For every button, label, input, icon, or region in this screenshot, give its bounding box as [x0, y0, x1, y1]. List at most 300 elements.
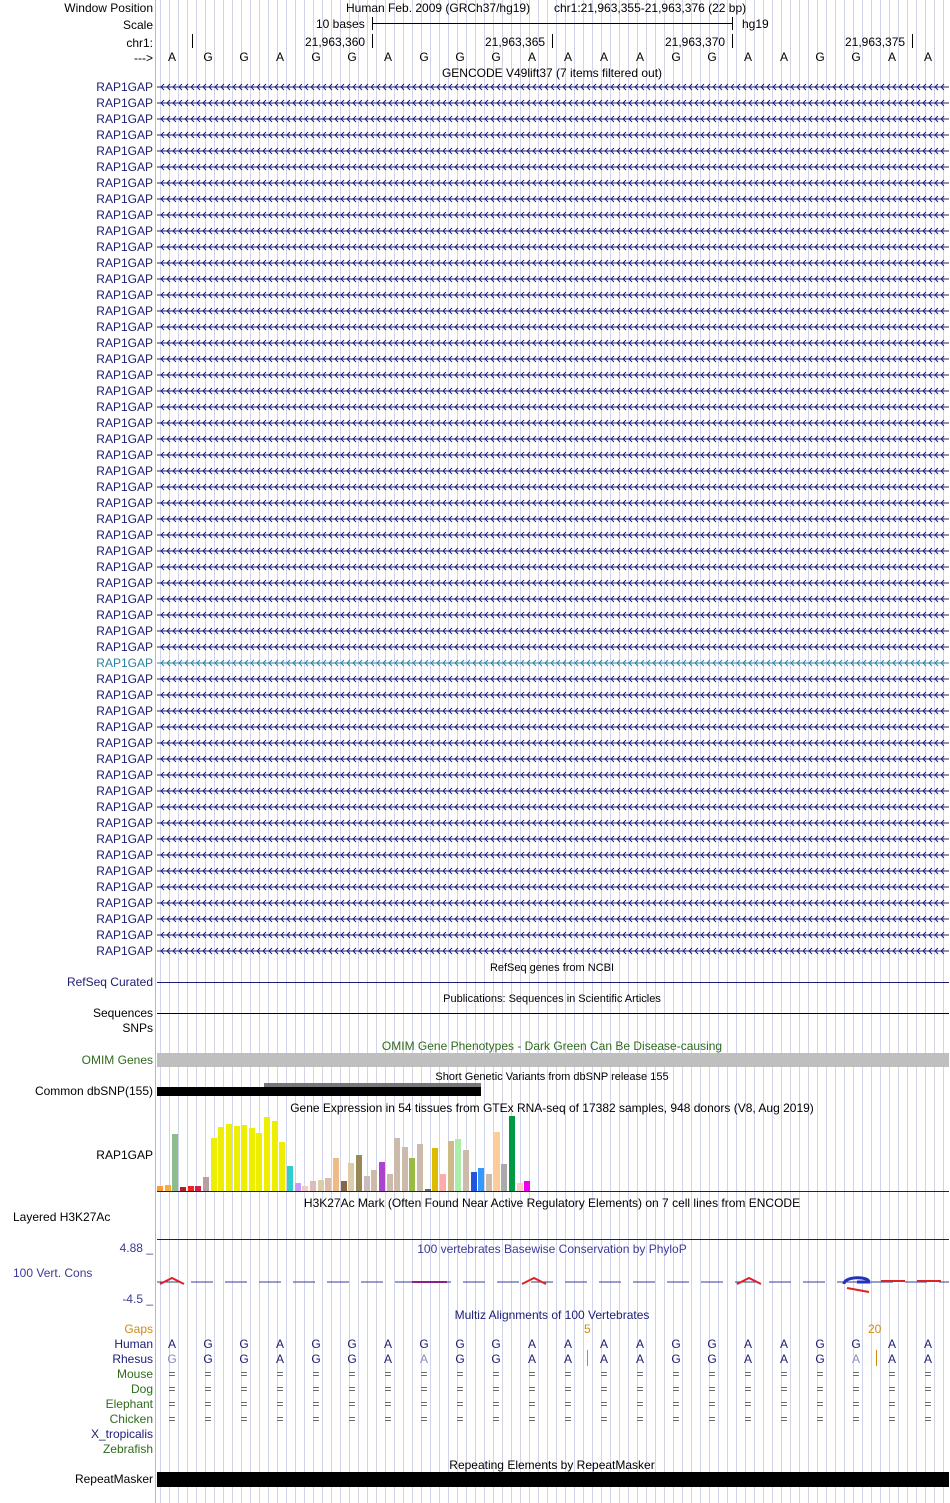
multiz-base: = [564, 1367, 572, 1381]
gencode-transcript-label[interactable]: RAP1GAP [96, 352, 153, 366]
sequence-base[interactable]: A [527, 50, 536, 64]
gencode-transcript-label[interactable]: RAP1GAP [96, 160, 153, 174]
gtex-tissue-bar[interactable] [249, 1128, 255, 1191]
gencode-transcript-label[interactable]: RAP1GAP [96, 816, 153, 830]
multiz-base: = [924, 1412, 932, 1426]
sequence-base[interactable]: A [383, 50, 392, 64]
gencode-transcript[interactable] [157, 818, 949, 828]
gencode-transcript[interactable] [157, 898, 949, 908]
gencode-transcript[interactable] [157, 770, 949, 780]
multiz-base: = [384, 1367, 392, 1381]
gencode-transcript[interactable] [157, 130, 949, 140]
multiz-base: = [276, 1367, 284, 1381]
multiz-species-label[interactable]: Elephant [105, 1397, 153, 1411]
multiz-base: = [888, 1412, 896, 1426]
gencode-transcript-label[interactable]: RAP1GAP [96, 384, 153, 398]
gtex-tissue-bar[interactable] [471, 1172, 477, 1191]
multiz-base: = [456, 1367, 464, 1381]
dbsnp-label[interactable]: Common dbSNP(155) [34, 1084, 153, 1098]
sequence-base[interactable]: G [491, 50, 501, 64]
gencode-transcript-label[interactable]: RAP1GAP [96, 768, 153, 782]
gtex-tissue-bar[interactable] [264, 1117, 270, 1191]
gencode-transcript-label[interactable]: RAP1GAP [96, 112, 153, 126]
multiz-base: = [528, 1412, 536, 1426]
gtex-tissue-bar[interactable] [524, 1181, 530, 1191]
dbsnp-feature-secondary[interactable] [264, 1083, 481, 1087]
repeatmasker-track-title: Repeating Elements by RepeatMasker [449, 1458, 655, 1472]
multiz-base: = [672, 1367, 680, 1381]
dbsnp-feature[interactable] [157, 1087, 481, 1096]
snps-label[interactable]: SNPs [122, 1021, 153, 1035]
multiz-base: G [347, 1337, 357, 1351]
gtex-tissue-bar[interactable] [463, 1150, 469, 1191]
gencode-transcript-label[interactable]: RAP1GAP [96, 368, 153, 382]
h3k27ac-label[interactable]: Layered H3K27Ac [13, 1210, 111, 1224]
ruler-label: 21,963,375 [845, 35, 906, 49]
multiz-base: G [815, 1337, 825, 1351]
sequence-base[interactable]: A [635, 50, 644, 64]
multiz-species-label[interactable]: Mouse [116, 1367, 153, 1381]
gtex-tissue-bar[interactable] [348, 1163, 354, 1191]
gtex-tissue-bar[interactable] [432, 1148, 438, 1191]
sequence-base[interactable]: G [455, 50, 465, 64]
gtex-tissue-bar[interactable] [272, 1121, 278, 1191]
multiz-base: A [851, 1352, 860, 1366]
multiz-species-label[interactable]: Dog [130, 1382, 153, 1396]
scale-bar [372, 23, 733, 24]
gtex-tissue-bar[interactable] [287, 1166, 293, 1191]
gencode-transcript-label[interactable]: RAP1GAP [96, 304, 153, 318]
multiz-base: = [816, 1412, 824, 1426]
multiz-base: = [708, 1397, 716, 1411]
multiz-base: = [456, 1382, 464, 1396]
gencode-transcript-label[interactable]: RAP1GAP [96, 832, 153, 846]
omim-track-title: OMIM Gene Phenotypes - Dark Green Can Be Disease-causing [381, 1039, 723, 1053]
multiz-base: A [419, 1352, 428, 1366]
multiz-base: G [851, 1337, 861, 1351]
chrom-label: chr1: [126, 36, 153, 50]
multiz-base: G [239, 1337, 249, 1351]
multiz-base: A [887, 1352, 896, 1366]
gtex-tissue-bar[interactable] [341, 1181, 347, 1191]
gap-count: 5 [584, 1322, 591, 1336]
gencode-transcript[interactable] [157, 354, 949, 364]
ruler-label: 21,963,360 [305, 35, 366, 49]
ruler-tick [732, 34, 733, 48]
refseq-track-line[interactable] [157, 982, 949, 983]
gencode-transcript[interactable] [157, 738, 949, 748]
multiz-base: = [636, 1367, 644, 1381]
gencode-transcript[interactable] [157, 434, 949, 444]
assembly-name: Human Feb. 2009 (GRCh37/hg19) [346, 1, 531, 15]
gencode-transcript-label[interactable]: RAP1GAP [96, 944, 153, 958]
gencode-transcript[interactable] [157, 706, 949, 716]
multiz-base: = [600, 1382, 608, 1396]
gencode-transcript[interactable] [157, 146, 949, 156]
gencode-transcript-label[interactable]: RAP1GAP [96, 448, 153, 462]
gtex-tissue-bar[interactable] [310, 1181, 316, 1191]
multiz-base: = [384, 1412, 392, 1426]
gencode-transcript-label[interactable]: RAP1GAP [96, 784, 153, 798]
gencode-transcript-label[interactable]: RAP1GAP [96, 144, 153, 158]
gtex-tissue-bar[interactable] [379, 1162, 385, 1191]
gencode-transcript-label[interactable]: RAP1GAP [96, 736, 153, 750]
gtex-tissue-bar[interactable] [356, 1155, 362, 1191]
gencode-transcript-label[interactable]: RAP1GAP [96, 320, 153, 334]
omim-feature[interactable] [157, 1053, 949, 1067]
gtex-tissue-bar[interactable] [394, 1138, 400, 1191]
gtex-tissue-bar[interactable] [203, 1177, 209, 1191]
gencode-transcript-label[interactable]: RAP1GAP [96, 240, 153, 254]
gencode-transcript[interactable] [157, 210, 949, 220]
gencode-transcript[interactable] [157, 914, 949, 924]
sequence-base[interactable]: G [671, 50, 681, 64]
ruler-tick [372, 34, 373, 48]
gtex-tissue-bar[interactable] [448, 1141, 454, 1191]
gencode-transcript[interactable] [157, 338, 949, 348]
multiz-species-label[interactable]: Rhesus [112, 1352, 153, 1366]
gencode-transcript[interactable] [157, 274, 949, 284]
gencode-transcript-label[interactable]: RAP1GAP [96, 800, 153, 814]
sequence-base[interactable]: A [563, 50, 572, 64]
gencode-transcript[interactable] [157, 466, 949, 476]
multiz-base: A [599, 1337, 608, 1351]
refseq-label[interactable]: RefSeq Curated [66, 975, 153, 989]
multiz-species-label[interactable]: Human [114, 1337, 153, 1351]
sequence-base[interactable]: G [707, 50, 717, 64]
sequence-base[interactable]: A [599, 50, 608, 64]
scale-label: Scale [122, 18, 153, 32]
multiz-base: = [528, 1397, 536, 1411]
gtex-tissue-bar[interactable] [172, 1134, 178, 1191]
omim-label[interactable]: OMIM Genes [81, 1053, 153, 1067]
gtex-tissue-bar[interactable] [234, 1126, 240, 1191]
sequence-base[interactable]: G [347, 50, 357, 64]
multiz-base: = [204, 1397, 212, 1411]
gencode-transcript-label[interactable]: RAP1GAP [96, 480, 153, 494]
gencode-transcript[interactable] [157, 850, 949, 860]
gtex-tissue-bar[interactable] [478, 1168, 484, 1191]
gencode-transcript-label[interactable]: RAP1GAP [96, 528, 153, 542]
gencode-transcript-label[interactable]: RAP1GAP [96, 688, 153, 702]
gencode-transcript-label[interactable]: RAP1GAP [96, 848, 153, 862]
gtex-tissue-bar[interactable] [371, 1170, 377, 1191]
gtex-tissue-bar[interactable] [211, 1138, 217, 1191]
publications-track-title: Publications: Sequences in Scientific Articles [443, 993, 661, 1005]
gtex-label[interactable]: RAP1GAP [96, 1148, 153, 1162]
multiz-base: G [707, 1337, 717, 1351]
multiz-base: = [276, 1382, 284, 1396]
gencode-transcript-label[interactable]: RAP1GAP [96, 928, 153, 942]
gencode-transcript[interactable] [157, 386, 949, 396]
gencode-transcript-label[interactable]: RAP1GAP [96, 912, 153, 926]
sequence-base[interactable]: G [419, 50, 429, 64]
gencode-transcript-label[interactable]: RAP1GAP [96, 432, 153, 446]
gtex-tissue-bar[interactable] [279, 1142, 285, 1191]
ruler-tick [552, 34, 553, 48]
gencode-transcript[interactable] [157, 258, 949, 268]
multiz-base: = [204, 1382, 212, 1396]
multiz-base: = [312, 1397, 320, 1411]
position-readout: chr1:21,963,355-21,963,376 (22 bp) [554, 1, 747, 15]
sequence-base[interactable]: A [275, 50, 284, 64]
gencode-transcript-label[interactable]: RAP1GAP [96, 592, 153, 606]
gencode-transcript-label[interactable]: RAP1GAP [96, 560, 153, 574]
ruler-tick [912, 34, 913, 48]
gencode-transcript-label[interactable]: RAP1GAP [96, 80, 153, 94]
gtex-tissue-bar[interactable] [509, 1116, 515, 1191]
gencode-transcript-label[interactable]: RAP1GAP [96, 704, 153, 718]
sequence-base[interactable]: G [239, 50, 249, 64]
gencode-transcript[interactable] [157, 626, 949, 636]
gencode-transcript[interactable] [157, 178, 949, 188]
multiz-base: = [420, 1382, 428, 1396]
gencode-transcript[interactable] [157, 834, 949, 844]
multiz-species-label[interactable]: Chicken [109, 1412, 153, 1426]
sequence-base[interactable]: G [851, 50, 861, 64]
gencode-transcript-label[interactable]: RAP1GAP [96, 336, 153, 350]
gtex-tissue-bar[interactable] [218, 1127, 224, 1191]
multiz-base: = [348, 1382, 356, 1396]
multiz-base: A [923, 1352, 932, 1366]
gencode-transcript[interactable] [157, 114, 949, 124]
sequence-base[interactable]: A [779, 50, 788, 64]
gencode-transcript[interactable] [157, 546, 949, 556]
multiz-base: G [311, 1352, 321, 1366]
gtex-tissue-bar[interactable] [455, 1139, 461, 1191]
multiz-base: G [671, 1337, 681, 1351]
gtex-tissue-bar[interactable] [364, 1176, 370, 1191]
phylop-label[interactable]: 100 Vert. Cons [13, 1266, 93, 1280]
gencode-transcript[interactable] [157, 594, 949, 604]
multiz-base: A [923, 1337, 932, 1351]
multiz-base: = [636, 1397, 644, 1411]
gtex-tissue-bar[interactable] [295, 1183, 301, 1191]
phylop-max-label: 4.88 _ [119, 1241, 153, 1255]
gencode-transcript-label[interactable]: RAP1GAP [96, 256, 153, 270]
multiz-base: = [240, 1397, 248, 1411]
gencode-transcript-label[interactable]: RAP1GAP [96, 864, 153, 878]
gencode-transcript[interactable] [157, 930, 949, 940]
multiz-base: A [383, 1337, 392, 1351]
phylop-logo[interactable] [157, 1270, 949, 1296]
multiz-base: G [239, 1352, 249, 1366]
multiz-base: G [455, 1352, 465, 1366]
gencode-transcript[interactable] [157, 370, 949, 380]
multiz-base: = [564, 1412, 572, 1426]
multiz-base: = [924, 1397, 932, 1411]
multiz-base: = [636, 1412, 644, 1426]
multiz-base: = [816, 1367, 824, 1381]
multiz-base: A [635, 1352, 644, 1366]
refseq-track-title: RefSeq genes from NCBI [489, 962, 615, 974]
multiz-base: = [924, 1367, 932, 1381]
multiz-base: = [168, 1367, 176, 1381]
gtex-tissue-bar[interactable] [256, 1133, 262, 1191]
gencode-transcript[interactable] [157, 226, 949, 236]
gencode-transcript[interactable] [157, 642, 949, 652]
gencode-transcript[interactable] [157, 530, 949, 540]
gencode-transcript[interactable] [157, 674, 949, 684]
sequence-base[interactable]: G [311, 50, 321, 64]
gencode-transcript-label[interactable]: RAP1GAP [96, 288, 153, 302]
gtex-tissue-bar[interactable] [486, 1174, 492, 1191]
gencode-transcript-label[interactable]: RAP1GAP [96, 544, 153, 558]
gencode-transcript[interactable] [157, 290, 949, 300]
gencode-transcript-label[interactable]: RAP1GAP [96, 496, 153, 510]
gencode-transcript-label[interactable]: RAP1GAP [96, 624, 153, 638]
gtex-tissue-bar[interactable] [241, 1125, 247, 1191]
gtex-tissue-bar[interactable] [501, 1164, 507, 1191]
gencode-transcript[interactable] [157, 162, 949, 172]
multiz-base: = [744, 1382, 752, 1396]
gtex-tissue-bar[interactable] [318, 1180, 324, 1191]
gencode-transcript-label[interactable]: RAP1GAP [96, 400, 153, 414]
gencode-transcript[interactable] [157, 306, 949, 316]
multiz-base: = [420, 1367, 428, 1381]
gencode-transcript[interactable] [157, 194, 949, 204]
multiz-species-label[interactable]: Zebrafish [102, 1442, 153, 1456]
gencode-transcript-label[interactable]: RAP1GAP [96, 192, 153, 206]
gencode-transcript-label[interactable]: RAP1GAP [96, 416, 153, 430]
multiz-base: = [240, 1412, 248, 1426]
gtex-tissue-bar[interactable] [409, 1158, 415, 1191]
gencode-transcript[interactable] [157, 402, 949, 412]
gencode-track-title: GENCODE V49lift37 (7 items filtered out) [441, 66, 663, 80]
multiz-base: = [276, 1412, 284, 1426]
strand-label[interactable]: ---> [134, 51, 153, 65]
gencode-transcript-label[interactable]: RAP1GAP [96, 896, 153, 910]
gencode-transcript-label[interactable]: RAP1GAP [96, 464, 153, 478]
gencode-transcript-label[interactable]: RAP1GAP [96, 176, 153, 190]
multiz-base: = [348, 1412, 356, 1426]
gtex-tissue-bar[interactable] [387, 1174, 393, 1191]
multiz-base: A [275, 1352, 284, 1366]
gencode-transcript[interactable] [157, 450, 949, 460]
multiz-base: G [167, 1352, 177, 1366]
gencode-transcript[interactable] [157, 82, 949, 92]
sequence-base[interactable]: G [203, 50, 213, 64]
multiz-base: A [743, 1337, 752, 1351]
ruler-label: 21,963,365 [485, 35, 546, 49]
multiz-species-label[interactable]: X_tropicalis [90, 1427, 153, 1441]
gencode-transcript-label[interactable]: RAP1GAP [96, 128, 153, 142]
multiz-base: = [204, 1412, 212, 1426]
gencode-transcript-label[interactable]: RAP1GAP [96, 720, 153, 734]
multiz-base: = [564, 1382, 572, 1396]
multiz-base: = [492, 1382, 500, 1396]
gencode-transcript[interactable] [157, 418, 949, 428]
multiz-base: A [779, 1337, 788, 1351]
repeatmasker-label[interactable]: RepeatMasker [74, 1472, 153, 1486]
gtex-tissue-bar[interactable] [333, 1158, 339, 1191]
gencode-transcript[interactable] [157, 882, 949, 892]
multiz-base: A [527, 1337, 536, 1351]
multiz-base: = [672, 1412, 680, 1426]
gencode-transcript[interactable] [157, 322, 949, 332]
gencode-transcript-label[interactable]: RAP1GAP [96, 656, 153, 670]
gtex-tissue-bar[interactable] [226, 1124, 232, 1191]
gencode-transcript-label[interactable]: RAP1GAP [96, 208, 153, 222]
multiz-base: = [456, 1397, 464, 1411]
multiz-base: = [852, 1397, 860, 1411]
gtex-tissue-bar[interactable] [517, 1183, 523, 1191]
gencode-transcript[interactable] [157, 802, 949, 812]
gencode-transcript-label[interactable]: RAP1GAP [96, 880, 153, 894]
multiz-gaps-label[interactable]: Gaps [124, 1322, 153, 1336]
gtex-tissue-bar[interactable] [417, 1144, 423, 1191]
ruler-label: 21,963,370 [665, 35, 726, 49]
publications-track-line[interactable] [157, 1013, 949, 1014]
multiz-base: G [311, 1337, 321, 1351]
sequence-base[interactable]: A [743, 50, 752, 64]
multiz-base: G [707, 1352, 717, 1366]
sequence-base[interactable]: A [167, 50, 176, 64]
gencode-transcript[interactable] [157, 482, 949, 492]
repeatmasker-feature[interactable] [157, 1472, 949, 1487]
multiz-base: = [780, 1382, 788, 1396]
sequence-base[interactable]: G [815, 50, 825, 64]
h3k27ac-baseline [157, 1239, 949, 1240]
gencode-transcript[interactable] [157, 578, 949, 588]
multiz-base: = [600, 1397, 608, 1411]
gencode-transcript-label[interactable]: RAP1GAP [96, 96, 153, 110]
multiz-base: = [708, 1382, 716, 1396]
multiz-base: G [491, 1352, 501, 1366]
h3k27ac-track-title: H3K27Ac Mark (Often Found Near Active Regulatory Elements) on 7 cell lines from ENCODE [303, 1196, 801, 1210]
gencode-transcript-label[interactable]: RAP1GAP [96, 752, 153, 766]
gencode-transcript[interactable] [157, 242, 949, 252]
gencode-transcript-label[interactable]: RAP1GAP [96, 512, 153, 526]
label-separator [155, 0, 156, 1503]
sequence-base[interactable]: A [923, 50, 932, 64]
gencode-transcript[interactable] [157, 946, 949, 956]
gencode-transcript-label[interactable]: RAP1GAP [96, 576, 153, 590]
multiz-base: = [168, 1382, 176, 1396]
gtex-tissue-bar[interactable] [440, 1174, 446, 1191]
multiz-base: = [780, 1367, 788, 1381]
gencode-transcript[interactable] [157, 690, 949, 700]
multiz-base: = [312, 1367, 320, 1381]
gencode-transcript-label[interactable]: RAP1GAP [96, 224, 153, 238]
gencode-transcript-label[interactable]: RAP1GAP [96, 272, 153, 286]
publications-label[interactable]: Sequences [92, 1006, 153, 1020]
scale-text: 10 bases [316, 17, 365, 31]
multiz-base: = [924, 1382, 932, 1396]
multiz-base: = [708, 1412, 716, 1426]
sequence-base[interactable]: A [887, 50, 896, 64]
multiz-base: = [672, 1382, 680, 1396]
gencode-transcript-label[interactable]: RAP1GAP [96, 672, 153, 686]
gencode-transcript[interactable] [157, 98, 949, 108]
gencode-transcript[interactable] [157, 866, 949, 876]
gtex-tissue-bar[interactable] [325, 1178, 331, 1191]
gtex-tissue-bar[interactable] [402, 1147, 408, 1191]
gencode-transcript[interactable] [157, 514, 949, 524]
gencode-transcript-label[interactable]: RAP1GAP [96, 640, 153, 654]
gtex-tissue-bar[interactable] [494, 1132, 500, 1191]
gencode-transcript[interactable] [157, 722, 949, 732]
gencode-transcript[interactable] [157, 754, 949, 764]
gencode-transcript[interactable] [157, 658, 949, 668]
multiz-base: = [744, 1367, 752, 1381]
gencode-transcript[interactable] [157, 498, 949, 508]
gencode-transcript[interactable] [157, 562, 949, 572]
multiz-base: = [852, 1412, 860, 1426]
gencode-transcript[interactable] [157, 786, 949, 796]
gencode-transcript-label[interactable]: RAP1GAP [96, 608, 153, 622]
gencode-transcript[interactable] [157, 610, 949, 620]
